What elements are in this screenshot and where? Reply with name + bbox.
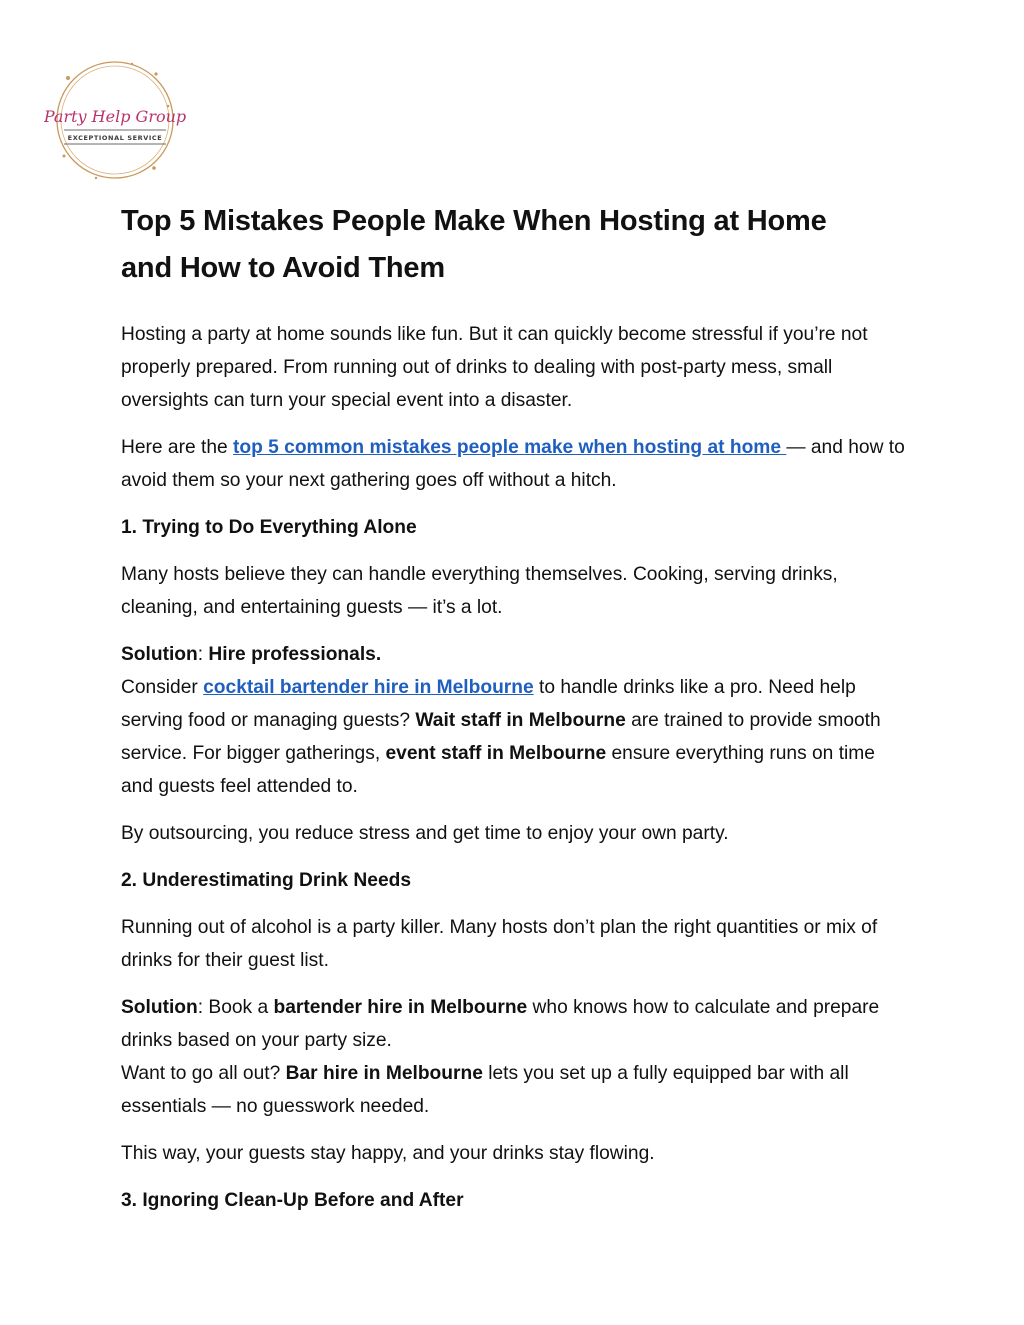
section-1-solution: Solution: Hire professionals. Consider cocktail bartender hire in Melbourne to handle drinks like a pro. Need help serving food or managing guests? Wait staff in Melbourne are trained to provide smooth service. For bigger gatherings, event staff in Melbourne ensure everything runs on time and guests feel attended to. xyxy=(121,644,881,797)
section-2-solution: Solution: Book a bartender hire in Melbourne who knows how to calculate and prepare drinks based on your party size. Want to go all out? Bar hire in Melbourne lets you set up a fully equipped bar with all essentials — no guesswork needed. xyxy=(121,997,880,1117)
section-2-heading: 2. Underestimating Drink Needs xyxy=(121,870,412,891)
top-5-mistakes-link[interactable]: top 5 common mistakes people make when hosting at home xyxy=(233,437,787,458)
page-title: Top 5 Mistakes People Make When Hosting at Home and How to Avoid Them xyxy=(121,205,827,284)
logo-tagline-text: EXCEPTIONAL SERVICE xyxy=(67,134,163,142)
here-are-paragraph: Here are the top 5 common mistakes people make when hosting at home — and how to avoid them so your next gathering goes off without a hitch. xyxy=(121,437,905,491)
article xyxy=(121,198,911,1231)
section-1-body: Many hosts believe they can handle everything themselves. Cooking, serving drinks, cleaning, and entertaining guests — it’s a lot. xyxy=(121,564,838,618)
section-1-closing: By outsourcing, you reduce stress and get time to enjoy your own party. xyxy=(121,823,729,844)
section-2-closing: This way, your guests stay happy, and your drinks stay flowing. xyxy=(121,1143,655,1164)
section-2-body: Running out of alcohol is a party killer. Many hosts don’t plan the right quantities or mix of drinks for their guest list. xyxy=(121,917,878,971)
logo-brand-text: Party Help Group xyxy=(44,107,186,126)
section-1-heading: 1. Trying to Do Everything Alone xyxy=(121,517,417,538)
section-3-heading: 3. Ignoring Clean-Up Before and After xyxy=(121,1190,464,1211)
cocktail-bartender-link[interactable]: cocktail bartender hire in Melbourne xyxy=(203,677,534,698)
party-help-group-logo xyxy=(44,56,186,184)
intro-paragraph: Hosting a party at home sounds like fun. But it can quickly become stressful if you’re not properly prepared. From running out of drinks to dealing with post-party mess, small oversights can turn your special event into a disaster. xyxy=(121,324,868,411)
